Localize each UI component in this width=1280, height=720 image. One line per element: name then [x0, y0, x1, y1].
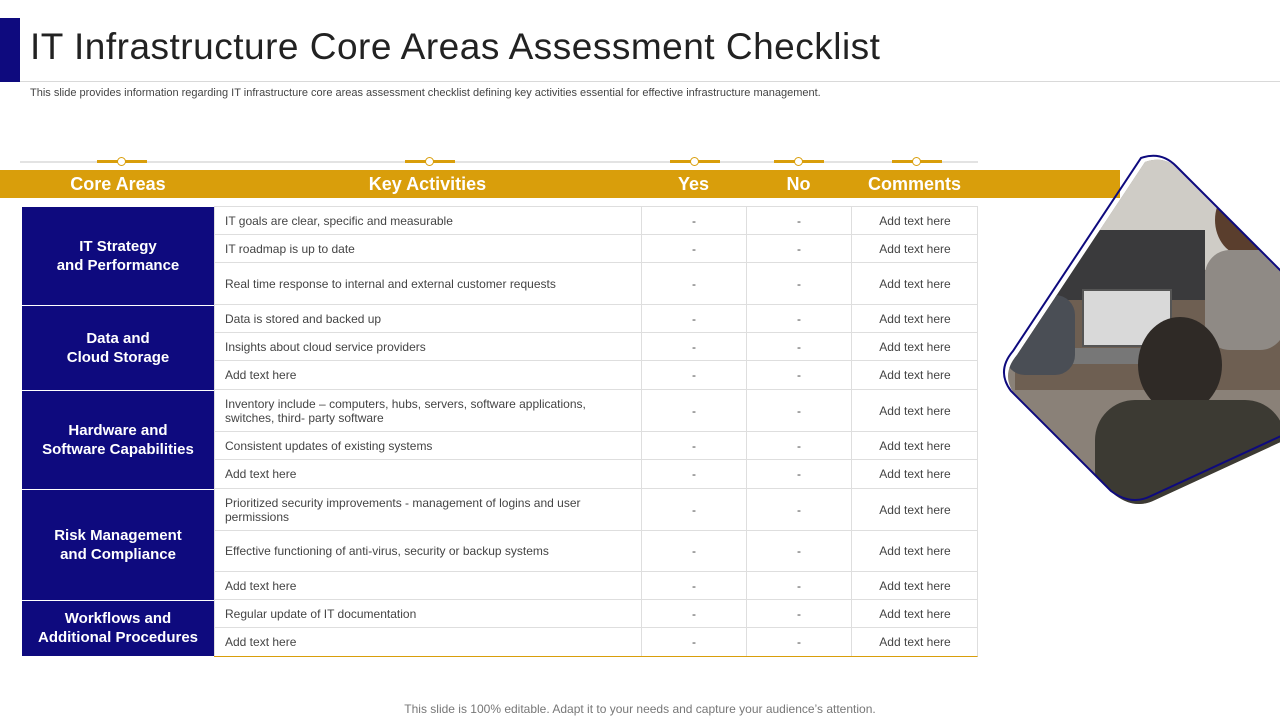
core-area-hardware-software: Hardware and Software Capabilities — [22, 390, 214, 489]
table-row — [214, 432, 978, 460]
core-area-workflows: Workflows and Additional Procedures — [22, 600, 214, 656]
yes-cell[interactable]: - — [641, 600, 746, 627]
comment-cell[interactable]: Add text here — [851, 489, 978, 530]
activity-cell: Insights about cloud service providers — [214, 333, 641, 360]
no-cell[interactable]: - — [746, 305, 851, 332]
no-cell[interactable]: - — [746, 361, 851, 389]
activity-cell: Real time response to internal and external customer requests — [214, 263, 641, 304]
table-row — [214, 207, 978, 235]
core-area-it-strategy: IT Strategy and Performance — [22, 207, 214, 305]
table-row — [214, 361, 978, 390]
page-title: IT Infrastructure Core Areas Assessment Checklist — [30, 26, 881, 67]
yes-cell[interactable]: - — [641, 531, 746, 571]
activity-cell: Add text here — [214, 572, 641, 599]
table-row — [214, 390, 978, 432]
yes-cell[interactable]: - — [641, 628, 746, 656]
area-divider — [22, 390, 214, 391]
yes-cell[interactable]: - — [641, 572, 746, 599]
yes-cell[interactable]: - — [641, 333, 746, 360]
no-cell[interactable]: - — [746, 263, 851, 304]
activity-cell: Add text here — [214, 361, 641, 389]
comment-cell[interactable]: Add text here — [851, 572, 978, 599]
timeline-dot — [690, 157, 699, 166]
footer-note: This slide is 100% editable. Adapt it to your needs and capture your audience’s attention. — [404, 702, 876, 716]
area-divider — [22, 305, 214, 306]
header-comments: Comments — [867, 174, 961, 194]
yes-cell[interactable]: - — [641, 460, 746, 488]
table-row — [214, 333, 978, 361]
table-row — [214, 305, 978, 333]
table-row — [214, 531, 978, 572]
area-divider — [22, 600, 214, 601]
activity-cell: Add text here — [214, 460, 641, 488]
yes-cell[interactable]: - — [641, 263, 746, 304]
activity-cell: Prioritized security improvements - management of logins and user permissions — [214, 489, 641, 530]
no-cell[interactable]: - — [746, 432, 851, 459]
yes-cell[interactable]: - — [641, 390, 746, 431]
team-photo-illustration — [995, 150, 1280, 510]
activity-cell: Regular update of IT documentation — [214, 600, 641, 627]
no-cell[interactable]: - — [746, 333, 851, 360]
page-subtitle: This slide provides information regarding IT infrastructure core areas assessment checklist defining key activities essential for effective infrastructure management. — [30, 87, 821, 99]
no-cell[interactable]: - — [746, 531, 851, 571]
comment-cell[interactable]: Add text here — [851, 207, 978, 234]
table-row — [214, 489, 978, 531]
no-cell[interactable]: - — [746, 628, 851, 656]
activity-cell: Data is stored and backed up — [214, 305, 641, 332]
yes-cell[interactable]: - — [641, 305, 746, 332]
yes-cell[interactable]: - — [641, 432, 746, 459]
no-cell[interactable]: - — [746, 489, 851, 530]
comment-cell[interactable]: Add text here — [851, 460, 978, 488]
yes-cell[interactable]: - — [641, 489, 746, 530]
yes-cell[interactable]: - — [641, 361, 746, 389]
comment-cell[interactable]: Add text here — [851, 305, 978, 332]
table-row — [214, 572, 978, 600]
header-core-areas: Core Areas — [70, 174, 166, 194]
comment-cell[interactable]: Add text here — [851, 628, 978, 656]
activity-cell: Add text here — [214, 628, 641, 656]
table-row — [214, 263, 978, 305]
no-cell[interactable]: - — [746, 207, 851, 234]
timeline-dot — [912, 157, 921, 166]
core-area-risk-management: Risk Management and Compliance — [22, 489, 214, 600]
header-no: No — [786, 174, 811, 194]
table-row — [214, 600, 978, 628]
timeline-dot — [794, 157, 803, 166]
activity-cell: Effective functioning of anti-virus, security or backup systems — [214, 531, 641, 571]
team-photo — [995, 150, 1280, 510]
no-cell[interactable]: - — [746, 460, 851, 488]
comment-cell[interactable]: Add text here — [851, 235, 978, 262]
no-cell[interactable]: - — [746, 572, 851, 599]
comment-cell[interactable]: Add text here — [851, 333, 978, 360]
title-divider — [20, 81, 1280, 82]
header-key-activities: Key Activities — [368, 174, 487, 194]
activity-cell: Inventory include – computers, hubs, servers, software applications, switches, third- party software — [214, 390, 641, 431]
comment-cell[interactable]: Add text here — [851, 361, 978, 389]
title-accent-bar — [0, 18, 20, 82]
comment-cell[interactable]: Add text here — [851, 390, 978, 431]
activity-cell: IT roadmap is up to date — [214, 235, 641, 262]
comment-cell[interactable]: Add text here — [851, 600, 978, 627]
yes-cell[interactable]: - — [641, 235, 746, 262]
area-divider — [22, 489, 214, 490]
no-cell[interactable]: - — [746, 600, 851, 627]
table-row — [214, 460, 978, 489]
timeline-dot — [425, 157, 434, 166]
timeline-dot — [117, 157, 126, 166]
header-yes: Yes — [677, 174, 710, 194]
comment-cell[interactable]: Add text here — [851, 531, 978, 571]
activity-cell: IT goals are clear, specific and measurable — [214, 207, 641, 234]
no-cell[interactable]: - — [746, 390, 851, 431]
comment-cell[interactable]: Add text here — [851, 432, 978, 459]
activity-cell: Consistent updates of existing systems — [214, 432, 641, 459]
header-timeline — [20, 161, 978, 163]
table-row — [214, 628, 978, 657]
table-row — [214, 235, 978, 263]
yes-cell[interactable]: - — [641, 207, 746, 234]
comment-cell[interactable]: Add text here — [851, 263, 978, 304]
no-cell[interactable]: - — [746, 235, 851, 262]
core-area-data-cloud: Data and Cloud Storage — [22, 305, 214, 390]
